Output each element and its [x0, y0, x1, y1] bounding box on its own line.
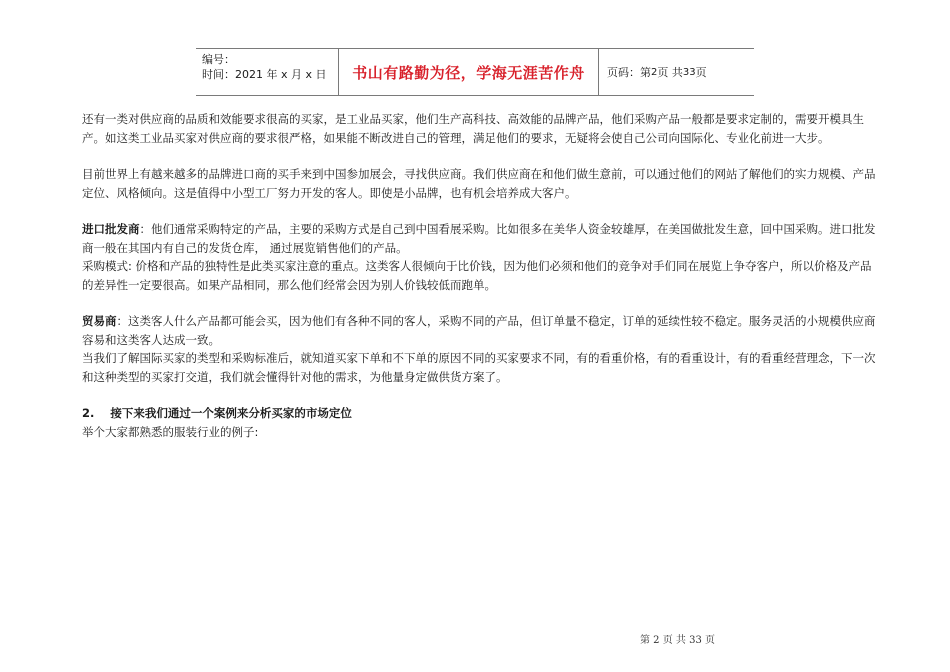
- paragraph-import-wholesalers: [82, 220, 882, 257]
- import-wholesaler-label: 进口批发商: [82, 222, 140, 236]
- paragraph-purchase-mode: 采购模式: 价格和产品的独特性是此类买家注意的重点。这类客人很倾向于比价钱，因为他们必须和他们的竞争对手们同在展览上争夺客户，所以价格及产品的差异性一定要很高。如果产品相同，那么他们经常会因为别人价钱较低而跑单。: [82, 259, 872, 292]
- page-footer: 第 2 页 共 33 页: [640, 635, 715, 646]
- import-wholesaler-body: ：他们通常采购特定的产品，主要的采购方式是自己到中国看展采购。比如很多在美华人资金较雄厚，在美国做批发生意，回中国采购。进口批发商一般在其国内有自己的发货仓库， 通过展览销售他们的产品。: [82, 222, 876, 255]
- header-motto: 书山有路勤为径，学海无涯苦作舟: [339, 49, 599, 95]
- page-prefix: 页码：第: [607, 66, 651, 79]
- page-header: [196, 48, 754, 96]
- page-number: 2: [651, 66, 658, 78]
- header-meta: [196, 49, 339, 95]
- page-mid: 页 共: [657, 66, 683, 79]
- trader-label: 贸易商: [82, 314, 117, 328]
- paragraph-industrial-buyers: 还有一类对供应商的品质和效能要求很高的买家，是工业品买家，他们生产高科技、高效能的品牌产品，他们采购产品一般都是要求定制的，需要开模具生产。如这类工业品买家对供应商的要求很严格，如果能不断改进自己的管理，满足他们的要求，无疑将会使自己公司向国际化、专业化前进一大步。: [82, 112, 864, 145]
- paragraph-brand-importers: 目前世界上有越来越多的品牌进口商的买手来到中国参加展会，寻找供应商。我们供应商在和他们做生意前，可以通过他们的网站了解他们的实力规模、产品定位、风格倾向。这是值得中小型工厂努力开发的客人。即使是小品牌，也有机会培养成大客户。: [82, 167, 876, 200]
- paragraph-traders: [82, 312, 882, 349]
- header-page-info: [599, 49, 754, 95]
- header-number-label: 编号：: [202, 53, 235, 66]
- section-heading: 2. 接下来我们通过一个案例来分析买家的市场定位: [82, 406, 352, 420]
- trader-body: ：这类客人什么产品都可能会买，因为他们有各种不同的客人，采购不同的产品，但订单量不稳定，订单的延续性较不稳定。服务灵活的小规模供应商容易和这类客人达成一致。: [82, 314, 876, 347]
- document-body: [82, 110, 882, 441]
- page-total: 33: [682, 66, 696, 78]
- paragraph-conclusion: 当我们了解国际买家的类型和采购标准后，就知道买家下单和不下单的原因不同的买家要求不同，有的看重价格，有的看重设计，有的看重经营理念，下一次和这种类型的买家打交道，我们就会懂得针对他的需求，为他量身定做供货方案了。: [82, 351, 876, 384]
- header-time-label: 时间：2021 年 x 月 x 日: [202, 68, 327, 81]
- paragraph-example-intro: 举个大家都熟悉的服装行业的例子:: [82, 424, 259, 439]
- page-suffix: 页: [695, 66, 707, 79]
